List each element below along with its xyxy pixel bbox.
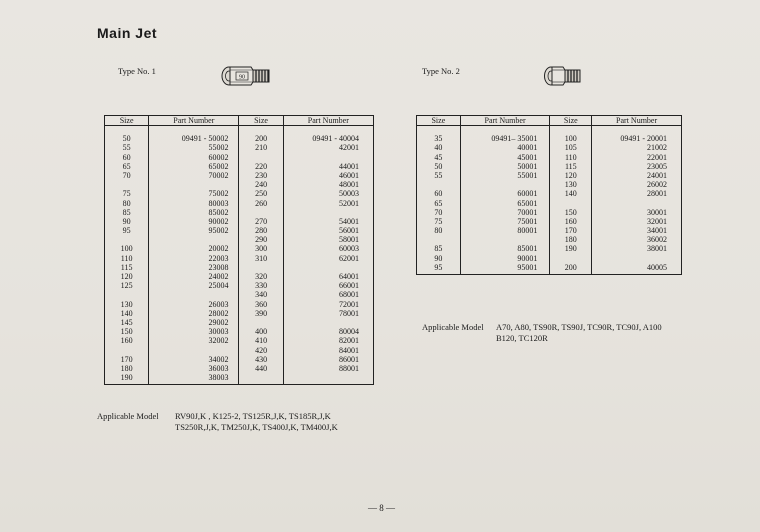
table-cell: 210 <box>255 143 268 153</box>
table-cell: 28002 <box>208 308 229 318</box>
table-cell: 60 <box>122 152 131 162</box>
table-cell: 65 <box>434 198 443 208</box>
header-size: Size <box>239 116 283 126</box>
table-cell: 55001 <box>517 170 538 180</box>
applicable-model-label: Applicable Model <box>422 322 484 332</box>
group-spacer <box>284 153 373 162</box>
table-cell: 85001 <box>517 244 538 254</box>
table-cell: 360 <box>255 299 268 309</box>
table-cell: 310 <box>255 253 268 263</box>
group-spacer <box>461 235 550 244</box>
table-cell: 280 <box>255 226 268 236</box>
table-cell: 105 <box>564 143 577 153</box>
header-size: Size <box>105 116 149 126</box>
model-list-line: B120, TC120R <box>496 333 548 343</box>
table-cell: 130 <box>564 180 577 190</box>
table-cell: 130 <box>120 299 133 309</box>
main-jet-type1-icon <box>218 64 278 88</box>
table-cell: 170 <box>564 226 577 236</box>
group-spacer <box>592 254 681 263</box>
table-cell: 330 <box>255 281 268 291</box>
table-cell: 390 <box>255 308 268 318</box>
jet-marking-text: 90 <box>239 74 245 81</box>
table-cell: 32001 <box>647 216 667 226</box>
table-cell: 140 <box>564 189 577 199</box>
group-spacer <box>550 199 591 208</box>
table-cell: 150 <box>120 327 133 337</box>
group-spacer <box>417 235 460 244</box>
table-cell: 270 <box>255 216 268 226</box>
applicable-model-label: Applicable Model <box>97 411 159 421</box>
table-cell: 34002 <box>208 354 229 364</box>
table-cell: 09491 - 40004 <box>312 134 359 144</box>
table-cell: 120 <box>564 170 577 180</box>
table-cell: 75002 <box>208 189 229 199</box>
part-number-column <box>283 126 373 385</box>
group-spacer <box>105 235 148 244</box>
group-spacer <box>461 180 550 189</box>
table-cell: 80 <box>122 198 131 208</box>
table-cell: 29002 <box>208 317 229 327</box>
table-cell: 28001 <box>647 189 667 199</box>
table-cell: 09491 - 50002 <box>181 134 229 144</box>
table-cell: 52001 <box>339 198 359 208</box>
table-cell: 45 <box>434 152 443 162</box>
table-cell: 50 <box>122 134 131 144</box>
table-cell: 75 <box>434 216 443 226</box>
table-cell: 260 <box>255 198 268 208</box>
table-cell: 09491– 35001 <box>491 134 538 144</box>
part-number-column <box>460 126 550 275</box>
group-spacer <box>105 290 148 299</box>
table-cell: 220 <box>255 161 268 171</box>
table-cell: 125 <box>120 281 133 291</box>
table-cell: 86001 <box>339 354 359 364</box>
table-cell: 90 <box>434 253 443 263</box>
table-cell: 75001 <box>517 216 538 226</box>
table-cell: 200 <box>255 134 268 144</box>
table-cell: 24002 <box>208 272 229 282</box>
table-cell: 160 <box>120 336 133 346</box>
table-cell: 340 <box>255 290 268 300</box>
table-cell: 140 <box>120 308 133 318</box>
table-cell: 88001 <box>339 363 359 373</box>
group-spacer <box>284 208 373 217</box>
table-cell: 110 <box>120 253 133 263</box>
group-spacer <box>239 263 282 272</box>
table-cell: 55 <box>122 143 131 153</box>
table-cell: 58001 <box>339 235 359 245</box>
table-cell: 95 <box>122 226 131 236</box>
table-cell: 80 <box>434 226 443 236</box>
table-cell: 45001 <box>517 152 538 162</box>
table-cell: 95002 <box>208 226 229 236</box>
size-column <box>417 126 461 275</box>
table-cell: 145 <box>120 317 133 327</box>
table-cell: 60002 <box>208 152 229 162</box>
table-cell: 290 <box>255 235 268 245</box>
table-cell: 300 <box>255 244 268 254</box>
table-cell: 23005 <box>647 161 667 171</box>
table-cell: 62001 <box>339 253 359 263</box>
table-cell: 80001 <box>517 226 538 236</box>
table-cell: 60001 <box>517 189 538 199</box>
group-spacer <box>149 235 238 244</box>
type2-label: Type No. 2 <box>422 66 460 76</box>
table-cell: 80004 <box>339 327 359 337</box>
table-cell: 54001 <box>339 216 359 226</box>
table-cell: 68001 <box>339 290 359 300</box>
table-cell: 44001 <box>339 161 359 171</box>
type2-part-table <box>416 115 682 275</box>
group-spacer <box>550 254 591 263</box>
table-cell: 46001 <box>339 170 359 180</box>
table-cell: 55 <box>434 170 443 180</box>
table-cell: 170 <box>120 354 133 364</box>
table-cell: 50003 <box>339 189 359 199</box>
table-cell: 430 <box>255 354 268 364</box>
table-cell: 09491 - 20001 <box>620 134 667 144</box>
group-spacer <box>105 346 148 355</box>
table-cell: 70002 <box>208 170 229 180</box>
table-cell: 38003 <box>208 373 229 383</box>
table-cell: 22003 <box>208 253 229 263</box>
size-column <box>239 126 283 385</box>
page-title: Main Jet <box>97 25 158 41</box>
main-jet-type2-icon <box>541 64 585 88</box>
table-cell: 75 <box>122 189 131 199</box>
type2-applicable-models <box>422 322 662 344</box>
table-cell: 100 <box>120 244 133 254</box>
table-cell: 320 <box>255 272 268 282</box>
table-cell: 160 <box>564 216 577 226</box>
table-cell: 70 <box>122 170 131 180</box>
page-number: — 8 — <box>368 503 395 513</box>
group-spacer <box>149 180 238 189</box>
table-cell: 110 <box>564 152 577 162</box>
table-cell: 90001 <box>517 253 538 263</box>
table-cell: 70001 <box>517 207 538 217</box>
table-cell: 95001 <box>517 262 538 272</box>
table-cell: 72001 <box>339 299 359 309</box>
group-spacer <box>284 263 373 272</box>
table-cell: 85002 <box>208 207 229 217</box>
table-cell: 36003 <box>208 363 229 373</box>
size-column <box>550 126 592 275</box>
table-cell: 40001 <box>517 143 538 153</box>
table-cell: 50001 <box>517 161 538 171</box>
table-cell: 440 <box>255 363 268 373</box>
table-cell: 60003 <box>339 244 359 254</box>
table-cell: 65001 <box>517 198 538 208</box>
table-cell: 38001 <box>647 244 667 254</box>
header-part-number: Part Number <box>592 116 682 126</box>
part-number-column <box>149 126 239 385</box>
table-cell: 23008 <box>208 262 229 272</box>
group-spacer <box>284 318 373 327</box>
table-cell: 420 <box>255 345 268 355</box>
header-part-number: Part Number <box>283 116 373 126</box>
table-cell: 120 <box>120 272 133 282</box>
size-column <box>105 126 149 385</box>
table-cell: 115 <box>120 262 133 272</box>
table-cell: 240 <box>255 180 268 190</box>
table-cell: 32002 <box>208 336 229 346</box>
table-cell: 56001 <box>339 226 359 236</box>
table-cell: 115 <box>564 161 577 171</box>
table-cell: 36002 <box>647 235 667 245</box>
table-cell: 66001 <box>339 281 359 291</box>
model-list-line: A70, A80, TS90R, TS90J, TC90R, TC90J, A100 <box>496 322 662 332</box>
group-spacer <box>239 208 282 217</box>
table-cell: 410 <box>255 336 268 346</box>
group-spacer <box>105 180 148 189</box>
header-part-number: Part Number <box>460 116 550 126</box>
table-cell: 150 <box>564 207 577 217</box>
table-cell: 48001 <box>339 180 359 190</box>
table-cell: 34001 <box>647 226 667 236</box>
table-cell: 80003 <box>208 198 229 208</box>
group-spacer <box>239 318 282 327</box>
table-cell: 85 <box>122 207 131 217</box>
type1-label: Type No. 1 <box>118 66 156 76</box>
table-cell: 90 <box>122 216 131 226</box>
table-cell: 95 <box>434 262 443 272</box>
table-cell: 60 <box>434 189 443 199</box>
table-cell: 190 <box>564 244 577 254</box>
header-part-number: Part Number <box>149 116 239 126</box>
table-cell: 85 <box>434 244 443 254</box>
group-spacer <box>592 199 681 208</box>
table-cell: 20002 <box>208 244 229 254</box>
type1-applicable-models <box>97 411 338 433</box>
table-cell: 180 <box>564 235 577 245</box>
table-cell: 22001 <box>647 152 667 162</box>
table-cell: 230 <box>255 170 268 180</box>
table-cell: 65 <box>122 161 131 171</box>
model-list-line: TS250R,J,K, TM250J,K, TS400J,K, TM400J,K <box>175 422 338 432</box>
table-cell: 26003 <box>208 299 229 309</box>
table-cell: 400 <box>255 327 268 337</box>
table-cell: 30001 <box>647 207 667 217</box>
table-cell: 25004 <box>208 281 229 291</box>
table-cell: 35 <box>434 134 443 144</box>
group-spacer <box>149 346 238 355</box>
table-cell: 65002 <box>208 161 229 171</box>
table-cell: 78001 <box>339 308 359 318</box>
table-cell: 42001 <box>339 143 359 153</box>
group-spacer <box>417 180 460 189</box>
table-cell: 21002 <box>647 143 667 153</box>
table-cell: 55002 <box>208 143 229 153</box>
table-cell: 180 <box>120 363 133 373</box>
header-size: Size <box>417 116 461 126</box>
table-cell: 100 <box>564 134 577 144</box>
table-cell: 84001 <box>339 345 359 355</box>
group-spacer <box>239 153 282 162</box>
table-cell: 40005 <box>647 262 667 272</box>
table-cell: 30003 <box>208 327 229 337</box>
table-cell: 24001 <box>647 170 667 180</box>
table-cell: 40 <box>434 143 443 153</box>
table-cell: 250 <box>255 189 268 199</box>
table-cell: 64001 <box>339 272 359 282</box>
table-cell: 200 <box>564 262 577 272</box>
group-spacer <box>149 290 238 299</box>
table-cell: 70 <box>434 207 443 217</box>
table-cell: 82001 <box>339 336 359 346</box>
header-size: Size <box>550 116 592 126</box>
part-number-column <box>592 126 682 275</box>
model-list-line: RV90J,K , K125-2, TS125R,J,K, TS185R,J,K <box>175 411 331 421</box>
table-cell: 190 <box>120 373 133 383</box>
table-cell: 26002 <box>647 180 667 190</box>
table-cell: 90002 <box>208 216 229 226</box>
type1-part-table <box>104 115 374 385</box>
table-cell: 50 <box>434 161 443 171</box>
